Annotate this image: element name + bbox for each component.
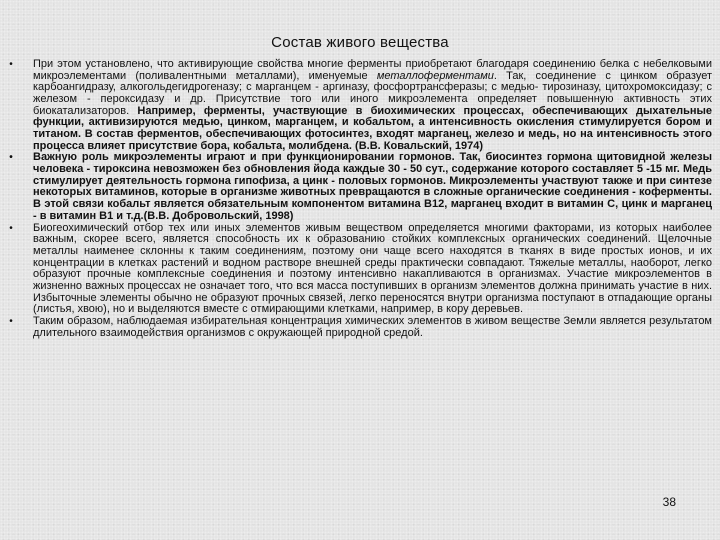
bullet-item-selection: [6, 223, 712, 316]
bullet-dot-icon: •: [9, 59, 13, 70]
paragraph-text: Важную роль микроэлементы играют и при функционировании гормонов. Так, биосинтез гормона щитовидной железы человека - тироксина невозможен без обновления йода каждые 30 - 50 сут., содержание которого составляет 5 -15 мг. Медь стимулирует деятельность гормона гипофиза, а цинк - половых гормонов. Микроэлементы участвуют также и при синтезе некоторых витаминов, которые в организме животных превращаются в сложные органические соединения - коферменты. В этой связи кобальт является обязательным компонентом витамина В12, марганец входит в витамин С, цинк и марганец - в витамин В1 и т.д.(В.В. Добровольский, 1998): [33, 151, 712, 222]
bullet-dot-icon: •: [9, 316, 13, 327]
paragraph-text: Таким образом, наблюдаемая избирательная концентрация химических элементов в живом веществе Земли является результатом длительного взаимодействия организмов с окружающей природной средой.: [33, 315, 712, 339]
paragraph-text: Биогеохимический отбор тех или иных элементов живым веществом определяется многими факторами, из которых наиболее важным, скорее всего, является способность их к образованию стойких комплексных органических соединений. Щелочные металлы наименее склонны к таким соединениям, поэтому они чаще всего находятся в тканях в виде простых ионов, и их концентрации в клетках растений и водном растворе внешней среды практически совпадают. Тяжелые металлы, наоборот, легко образуют прочные комплексные соединения и поэтому интенсивно накапливаются в организмах. Участие микроэлементов в жизненно важных процессах не означает того, что вся масса поступивших в организм элементов должна принимать участие в них. Избыточные элементы обычно не образуют прочных связей, легко переносятся внутри организма поступают в отпадающие органы (листья, хвою), но и выделяются вместе с отмирающими клетками, например, в кору деревьев.: [33, 221, 712, 316]
slide-title: Состав живого вещества: [271, 34, 449, 51]
page-number: 38: [662, 495, 676, 509]
bullet-dot-icon: •: [9, 152, 13, 164]
bold-text: Например, ферменты, участвующие в биохимических процессах, обеспечивающих дыхательные функции, активизируются медью, цинком, марганцем, и кобальтом, а интенсивность окисления стимулируется бором и титаном. В состав ферментов, обеспечивающих фотосинтез, входят марганец, железо и медь, но на интенсивность этого процесса влияет присутствие бора, кобальта, молибдена. (В.В. Ковальский, 1974): [33, 104, 712, 152]
bullet-list: [6, 59, 712, 339]
bullet-dot-icon: •: [9, 222, 13, 234]
bullet-item-conclusion: [6, 316, 712, 339]
paragraph-text: . Так, соединение с цинком образует карбоангидразу, алкогольдегидрогеназу; с марганцем - аргиназу, фосфортрансферазы; с медью- тирозиназу, цитохромоксидазу; с железом - пероксидазу и др. Присутствие того или иного микроэлемента определяет повышенную активность этих биокатализаторов.: [33, 69, 713, 117]
paragraph-text: При этом установлено, что активирующие свойства многие ферменты приобретают благодаря соединению белка с небелковыми микроэлементами (поливалентными металлами), именуемые: [33, 58, 712, 82]
bullet-item-enzymes: [6, 59, 712, 152]
italic-term: металлоферментами: [376, 69, 494, 82]
bullet-item-hormones: [6, 152, 712, 222]
